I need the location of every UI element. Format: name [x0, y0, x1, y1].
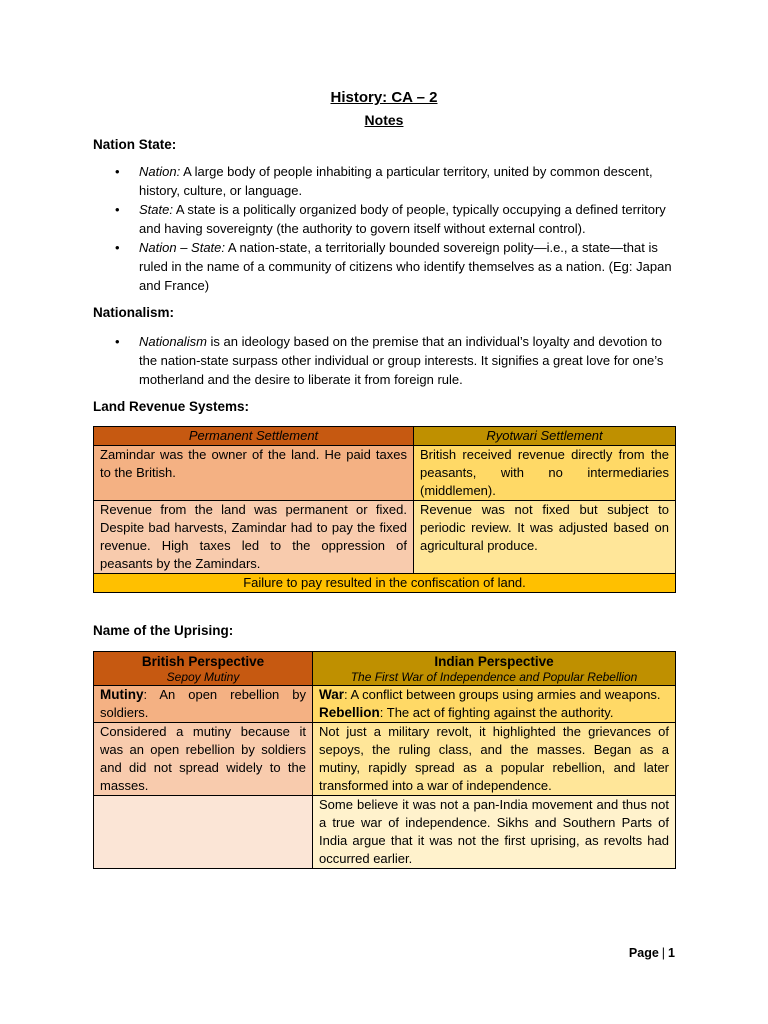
heading-land-revenue: Land Revenue Systems:: [93, 399, 250, 414]
header-title: Indian Perspective: [434, 654, 554, 669]
table-header-row: [94, 427, 676, 446]
nationalism-list: [93, 332, 675, 389]
table-cell: [313, 686, 676, 723]
header-subtitle: Sepoy Mutiny: [166, 670, 240, 684]
term: Nation:: [139, 164, 181, 179]
list-item: [93, 162, 675, 200]
definition: : The act of fighting against the authority.: [379, 705, 614, 720]
land-revenue-table: [93, 426, 676, 593]
table-cell: Revenue from the land was permanent or fixed. Despite bad harvests, Zamindar had to pay the fixed revenue. High taxes led to the oppression of peasants by the Zamindars.: [94, 501, 414, 574]
table-cell: Considered a mutiny because it was an open rebellion by soldiers and did not spread widely to the masses.: [94, 723, 313, 796]
page-footer: [629, 946, 675, 960]
table-row: [94, 686, 676, 723]
definition-line: [319, 704, 669, 722]
table-cell: [94, 796, 313, 869]
table-footer-cell: Failure to pay resulted in the confiscation of land.: [94, 574, 676, 593]
header-title: British Perspective: [141, 654, 265, 669]
term: Nationalism: [139, 334, 207, 349]
table-footer-row: [94, 574, 676, 593]
table-cell: Revenue was not fixed but subject to periodic review. It was adjusted based on agricultural produce.: [414, 501, 676, 574]
nation-state-list: [93, 162, 675, 295]
page-number: 1: [668, 946, 675, 960]
list-item: [93, 332, 675, 389]
term: Mutiny: [100, 687, 144, 702]
term: War: [319, 687, 345, 702]
definition: A large body of people inhabiting a particular territory, united by common descent, history, culture, or language.: [139, 164, 653, 198]
header-indian-perspective: [313, 652, 676, 686]
header-subtitle: The First War of Independence and Popular Rebellion: [350, 670, 638, 684]
definition: : An open rebellion by soldiers.: [100, 687, 306, 720]
header-permanent-settlement: Permanent Settlement: [94, 427, 414, 446]
term: Rebellion: [319, 705, 380, 720]
table-cell: [94, 686, 313, 723]
definition: is an ideology based on the premise that an individual’s loyalty and devotion to the nation-state surpass other individual or group interests. It signifies a great love for one’s motherland and the desire to liberate it from foreign rule.: [139, 334, 664, 387]
table-cell: Not just a military revolt, it highlighted the grievances of sepoys, the ruling class, and the masses. Began as a mutiny, rapidly spread as a popular rebellion, and later transformed into a war of independence.: [313, 723, 676, 796]
table-cell: Zamindar was the owner of the land. He paid taxes to the British.: [94, 446, 414, 501]
table-cell: Some believe it was not a pan-India movement and thus not a true war of independence. Sikhs and Southern Parts of India argue that it was not the first uprising, as revolts had occurred earlier.: [313, 796, 676, 869]
uprising-table: [93, 651, 676, 869]
table-row: [94, 446, 676, 501]
page-title: History: CA – 2: [330, 89, 438, 106]
heading-uprising: Name of the Uprising:: [93, 623, 234, 638]
table-row: [94, 501, 676, 574]
definition: A nation-state, a territorially bounded sovereign polity—i.e., a state—that is ruled in the name of a community of citizens who identify themselves as a nation. (Eg: Japan and France): [139, 240, 672, 293]
heading-nationalism: Nationalism:: [93, 305, 175, 320]
heading-nation-state: Nation State:: [93, 137, 177, 152]
list-item: [93, 200, 675, 238]
table-row: [94, 723, 676, 796]
page-separator: |: [661, 946, 666, 960]
table-row: [94, 796, 676, 869]
term: State:: [139, 202, 173, 217]
header-british-perspective: [94, 652, 313, 686]
definition: A state is a politically organized body of people, typically occupying a defined territory and having sovereignty (the authority to govern itself without external control).: [139, 202, 666, 236]
header-ryotwari-settlement: Ryotwari Settlement: [414, 427, 676, 446]
term: Nation – State:: [139, 240, 225, 255]
document-page: [93, 88, 675, 869]
definition: : A conflict between groups using armies and weapons.: [344, 687, 661, 702]
table-header-row: [94, 652, 676, 686]
page-label: Page: [628, 946, 659, 960]
definition-line: [319, 686, 669, 704]
page-subtitle: Notes: [364, 112, 404, 128]
list-item: [93, 238, 675, 295]
table-cell: British received revenue directly from the peasants, with no intermediaries (middlemen).: [414, 446, 676, 501]
